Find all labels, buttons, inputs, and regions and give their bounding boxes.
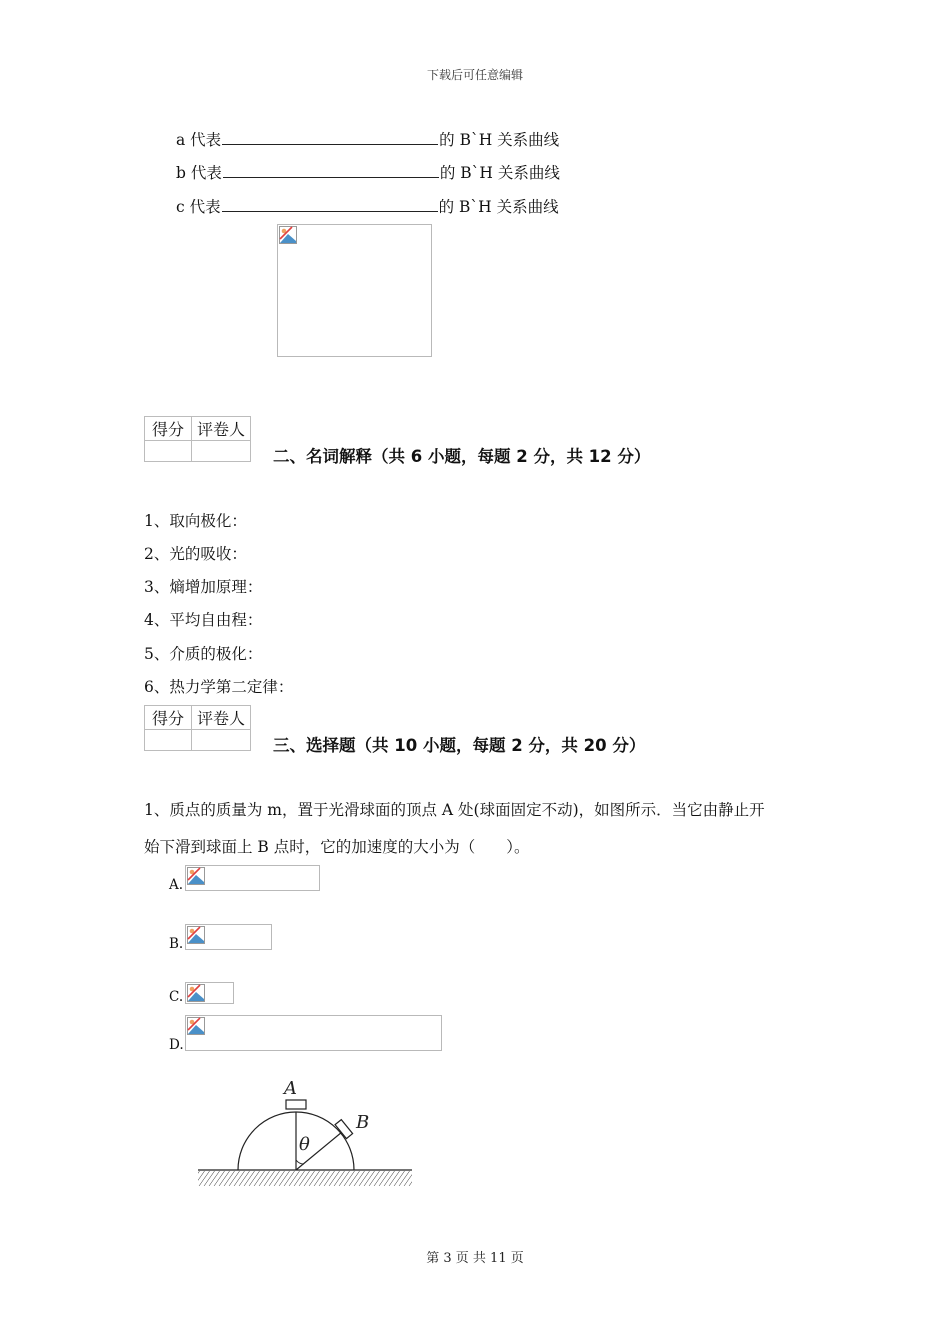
answer-blank-b[interactable] xyxy=(223,162,439,178)
broken-image-icon xyxy=(187,867,205,885)
answer-blank-c[interactable] xyxy=(222,196,438,212)
score-table-1 xyxy=(144,416,251,462)
term-item: 1、取向极化： xyxy=(144,512,247,530)
score-cell[interactable] xyxy=(145,730,192,751)
grader-label: 评卷人 xyxy=(192,417,251,441)
question-1-line-1: 1、质点的质量为 m，置于光滑球面的顶点 A 处(球面固定不动)，如图所示．当它由静止开 xyxy=(144,801,765,819)
score-label: 得分 xyxy=(145,417,192,441)
curve-a-prefix: a 代表 xyxy=(176,131,222,149)
term-item: 5、介质的极化： xyxy=(144,645,263,663)
broken-image-icon xyxy=(187,926,205,944)
broken-image-icon xyxy=(279,226,297,244)
section-3-title: 三、选择题（共 10 小题，每题 2 分，共 20 分） xyxy=(273,736,646,755)
label-b: B xyxy=(356,1112,370,1133)
block-a xyxy=(286,1100,306,1109)
broken-image-bh-figure xyxy=(277,224,432,357)
curve-b-prefix: b 代表 xyxy=(176,164,222,182)
score-table-2 xyxy=(144,705,251,751)
theta-arc xyxy=(296,1160,304,1164)
option-b-label: B. xyxy=(169,936,184,952)
hemisphere-figure xyxy=(190,1070,420,1192)
grader-cell[interactable] xyxy=(192,730,251,751)
option-c-image[interactable] xyxy=(185,982,234,1004)
grader-label: 评卷人 xyxy=(192,706,251,730)
label-theta: θ xyxy=(299,1134,310,1155)
option-b-image[interactable] xyxy=(185,924,272,950)
label-a: A xyxy=(284,1078,297,1099)
section-2-title: 二、名词解释（共 6 小题，每题 2 分，共 12 分） xyxy=(273,447,651,466)
broken-image-icon xyxy=(187,984,205,1002)
score-label: 得分 xyxy=(145,706,192,730)
score-cell[interactable] xyxy=(145,441,192,462)
option-d-image[interactable] xyxy=(185,1015,442,1051)
curve-b-suffix: 的 B`H 关系曲线 xyxy=(439,164,560,182)
term-item: 2、光的吸收： xyxy=(144,545,247,563)
page-footer: 第 3 页 共 11 页 xyxy=(426,1251,524,1266)
broken-image-icon xyxy=(187,1017,205,1035)
term-item: 4、平均自由程： xyxy=(144,611,263,629)
curve-a-suffix: 的 B`H 关系曲线 xyxy=(439,131,560,149)
term-item: 6、热力学第二定律： xyxy=(144,678,294,696)
curve-line-a xyxy=(176,128,559,150)
curve-c-suffix: 的 B`H 关系曲线 xyxy=(438,198,559,216)
grader-cell[interactable] xyxy=(192,441,251,462)
curve-line-b xyxy=(176,161,560,183)
page-header: 下载后可任意编辑 xyxy=(426,68,523,82)
option-a-image[interactable] xyxy=(185,865,320,891)
curve-line-c xyxy=(176,195,559,217)
question-1-line-2: 始下滑到球面上 B 点时，它的加速度的大小为（ ）。 xyxy=(144,838,530,856)
option-d-label: D. xyxy=(169,1037,184,1053)
ground-hatching xyxy=(198,1171,412,1186)
term-item: 3、熵增加原理： xyxy=(144,578,263,596)
option-c-label: C. xyxy=(169,989,184,1005)
answer-blank-a[interactable] xyxy=(222,129,438,145)
option-a-label: A. xyxy=(169,877,184,893)
curve-c-prefix: c 代表 xyxy=(176,198,221,216)
